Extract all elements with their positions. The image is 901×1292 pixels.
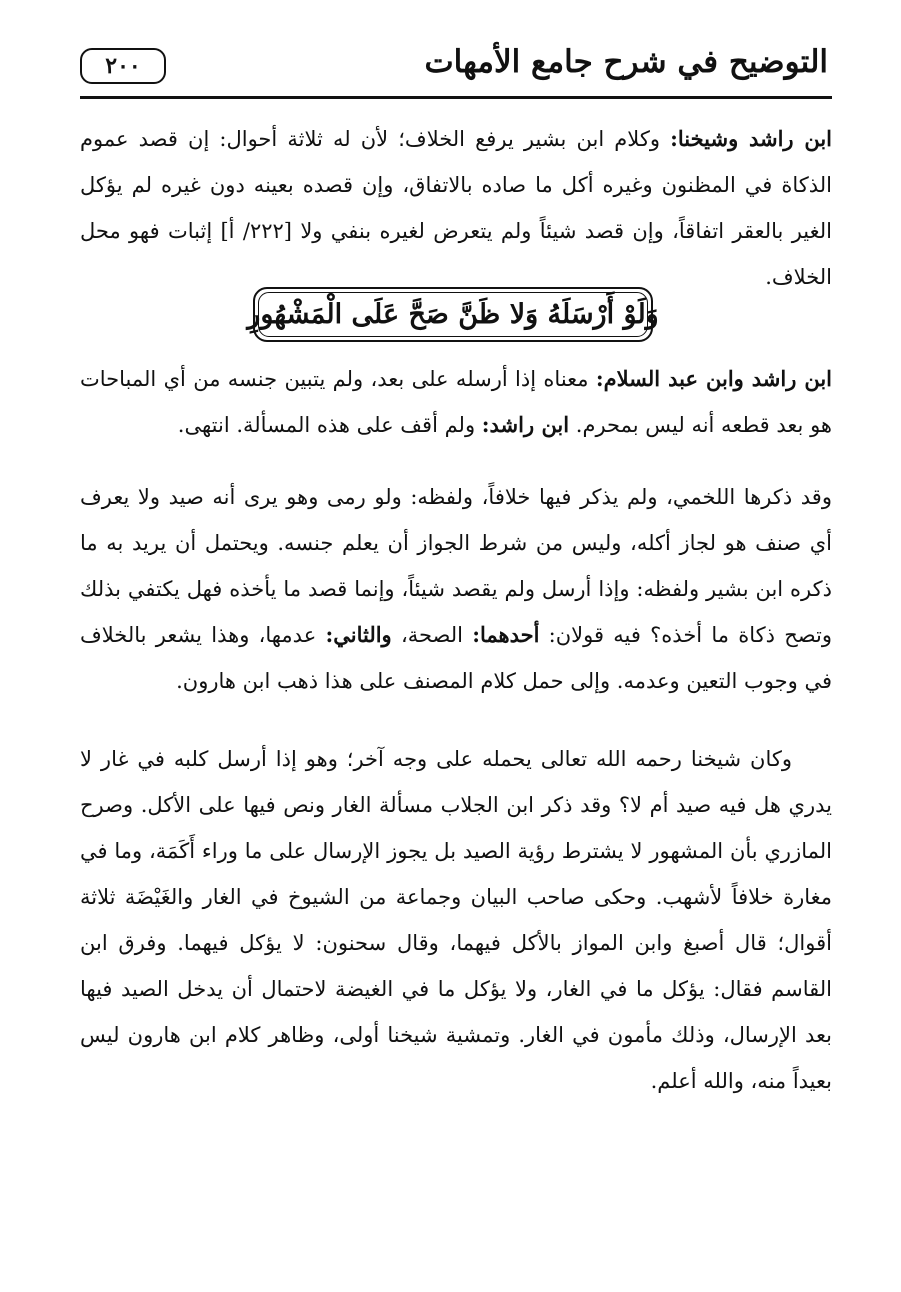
paragraph-2-label-2: ابن راشد: — [481, 412, 570, 437]
book-title: التوضيح في شرح جامع الأمهات — [424, 44, 828, 80]
paragraph-4 — [80, 736, 832, 1104]
page-header — [80, 40, 832, 98]
paragraph-2-text-1: معناه إذا أرسله على بعد، ولم يتبين جنسه من أي المباحات هو بعد قطعه أنه ليس بمحرم. — [80, 367, 832, 437]
page-number: ٢٠٠ — [80, 48, 166, 84]
paragraph-4-text: وكان شيخنا رحمه الله تعالى يحمله على وجه آخر؛ وهو إذا أرسل كلبه في غار لا يدري هل فيه صيد أم لا؟ وقد ذكر ابن الجلاب مسألة الغار ونص فيها على الأكل. وصرح المازري بأن المشهور لا يشترط رؤية الصيد بل يجوز الإرسال على ما وراء أَكَمَة، وما في مغارة خلافاً لأشهب. وحكى صاحب البيان وجماعة من الشيوخ في الغار والغَيْضَة ثلاثة أقوال؛ قال أصبغ وابن المواز بالأكل فيهما، وقال سحنون: لا يؤكل فيهما. وفرق ابن القاسم فقال: يؤكل ما في الغار، ولا يؤكل ما في الغيضة لاحتمال أن يدخل الصيد فيها بعد الإرسال، وذلك مأمون في الغار. وتمشية شيخنا أولى، وظاهر كلام ابن هارون ليس بعيداً منه، والله أعلم. — [80, 747, 832, 1093]
paragraph-3-text-3: عدمها، وهذا يشعر بالخلاف في وجوب التعين وعدمه. وإلى حمل كلام المصنف على هذا ذهب ابن هارون. — [80, 623, 832, 693]
paragraph-3 — [80, 474, 832, 704]
paragraph-2-text-2: ولم أقف على هذه المسألة. انتهى. — [177, 413, 482, 437]
header-divider — [80, 96, 832, 99]
paragraph-2 — [80, 356, 832, 448]
matn-verse-box: وَلَوْ أَرْسَلَهُ وَلا ظَنَّ صَحَّ عَلَى الْمَشْهُورِ — [253, 287, 653, 342]
paragraph-3-text-2: الصحة، — [391, 623, 473, 647]
paragraph-3-text-1: وقد ذكرها اللخمي، ولم يذكر فيها خلافاً، ولفظه: ولو رمى وهو يرى أنه صيد ولا يعرف أي صنف هو لجاز أكله، وليس من شرط الجواز أن يعلم جنسه. ويحتمل أن يريد به ما ذكره ابن بشير ولفظه: وإذا أرسل ولم يقصد شيئاً، وإنما قصد ما يأخذه فهل يكتفي بذلك وتصح ذكاة ما أخذه؟ فيه قولان: — [80, 485, 832, 647]
paragraph-3-label-1: أحدهما: — [472, 622, 540, 647]
paragraph-3-label-2: والثاني: — [325, 622, 392, 647]
paragraph-2-label-1: ابن راشد وابن عبد السلام: — [595, 366, 833, 391]
paragraph-1-text: وكلام ابن بشير يرفع الخلاف؛ لأن له ثلاثة أحوال: إن قصد عموم الذكاة في المظنون وغيره أكل ما صاده بالاتفاق، وإن قصده بعينه دون غيره لم يؤكل الغير بالعقر اتفاقاً، وإن قصد شيئاً ولم يتعرض لغيره بنفي ولا [٢٢٢/ أ] إثبات فهو محل الخلاف. — [80, 127, 832, 289]
paragraph-1-label: ابن راشد وشيخنا: — [670, 126, 832, 151]
paragraph-1 — [80, 116, 832, 300]
